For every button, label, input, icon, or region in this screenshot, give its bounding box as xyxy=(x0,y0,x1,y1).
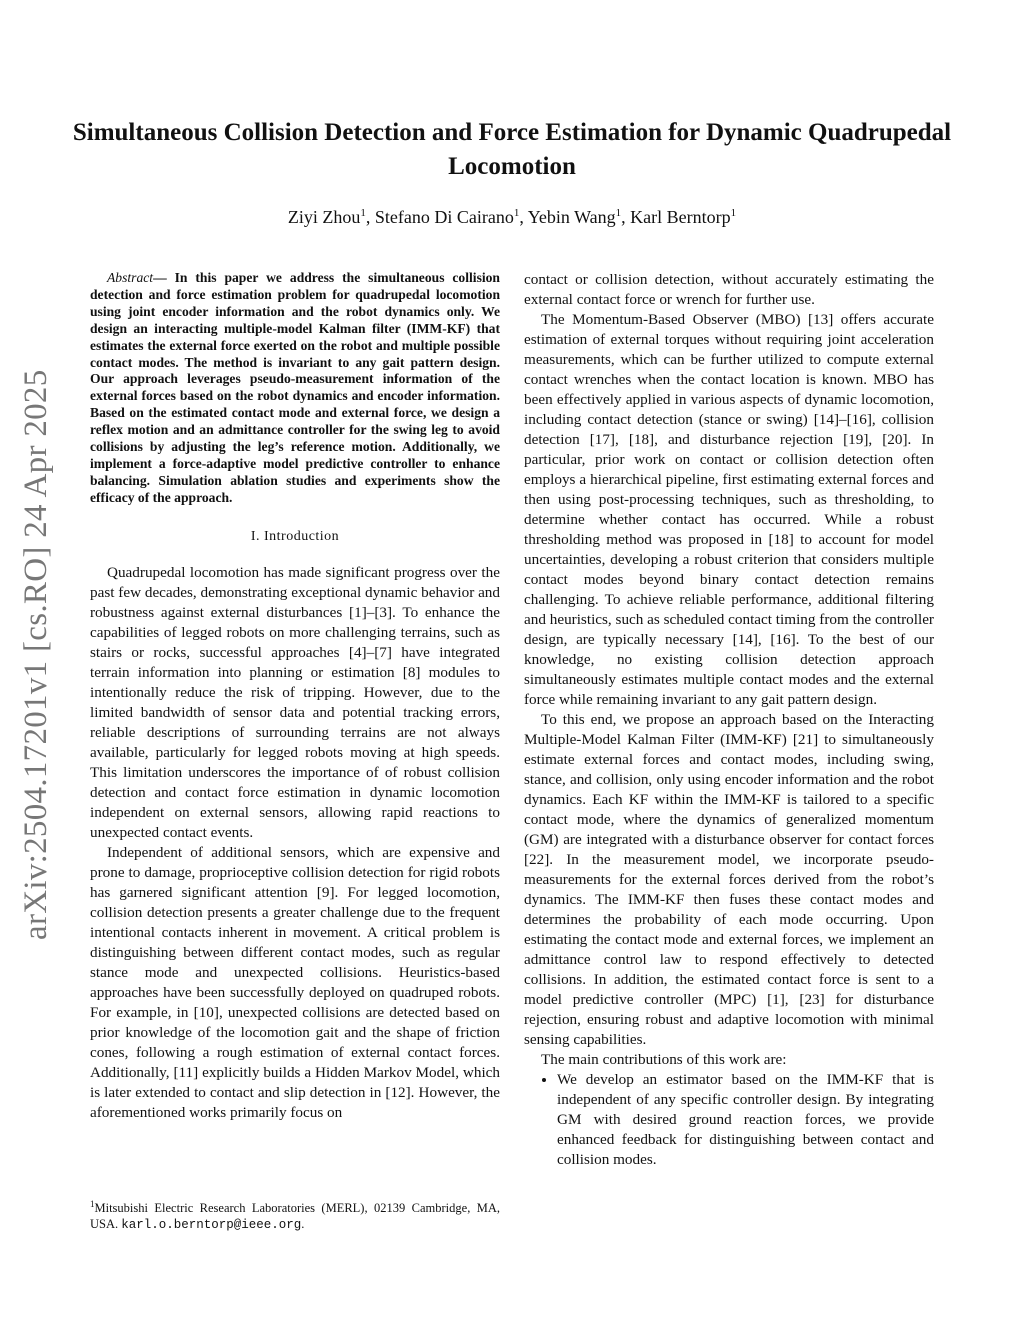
author: Yebin Wang xyxy=(527,207,616,227)
affiliation-footnote xyxy=(90,1196,500,1233)
paper-title: Simultaneous Collision Detection and Force Estimation for Dynamic Quadrupedal Locomotion xyxy=(72,119,952,180)
paragraph: The main contributions of this work are: xyxy=(541,1051,787,1068)
author-email: karl.o.berntorp@ieee.org xyxy=(121,1218,302,1233)
left-column xyxy=(90,270,500,1123)
author-affiliation: 1 xyxy=(513,207,520,219)
section-heading: I. Introduction xyxy=(250,528,340,544)
author-list: Ziyi Zhou$^1$, Stefano Di Cairano$^1$, Yebin Wang$^1$, Karl Berntorp$^1$ xyxy=(287,207,737,227)
paragraph: The Momentum-Based Observer (MBO) [13] offers accurate estimation of external torques without requiring joint acceleration measurements, which can be further utilized to compute external contact wrenches when the contact location is known. MBO has been effectively applied in various aspects of dynamic locomotion, including contact detection (stance or swing) [14]–[16], collision detection [17], [18], and disturbance rejection [19], [20]. In particular, prior work on contact or collision detection often employs a hierarchical pipeline, first estimating external forces and then using post-processing techniques, such as thresholding, to determine whether contact has occurred. While a robust thresholding method was proposed in [18] to account for model uncertainties, developing a robust criterion that considers multiple contact modes beyond binary contact detection remains challenging. To achieve reliable performance, additional filtering and heuristics, such as scheduled contact timing from the controller design, are typically necessary [14], [16]. To the best of our knowledge, no existing collision detection approach simultaneously estimates multiple contact modes and the external force while remaining invariant to any gait pattern design. xyxy=(524,311,934,708)
abstract-text: — In this paper we address the simultaneous collision detection and force estimation problem for quadrupedal locomotion using joint encoder information and the robot dynamics only. We design an interacting multiple-model Kalman filter (IMM-KF) that estimates the external force exerted on the robot and multiple possible contact modes. The method is invariant to any gait pattern design. Our approach leverages pseudo-measurement information of the external forces based on the robot dynamics and encoder information. Based on the estimated contact mode and external force, we design a reflex motion and an admittance controller for the swing leg to avoid collisions by adjusting the leg’s reference motion. Additionally, we implement a force-adaptive model predictive controller to enhance balancing. Simulation ablation studies and experiments show the efficacy of the approach. xyxy=(90,270,500,505)
contribution-list xyxy=(524,1070,934,1170)
author: Karl Berntorp xyxy=(630,207,731,227)
paragraph: Independent of additional sensors, which are expensive and prone to damage, proprioceptive collision detection for rigid robots has garnered significant attention [9]. For legged locomotion, collision detection presents a greater challenge due to the frequent intentional contacts inherent in movement. A critical problem is distinguishing between different contact modes, such as regular stance mode and unexpected collisions. Heuristics-based approaches have been successfully deployed on quadruped robots. For example, in [10], unexpected collisions are detected based on prior knowledge of the locomotion gait and the shape of friction cones, following a rough estimation of external contact forces. Additionally, [11] explicitly builds a Hidden Markov Model, which is later extended to contact and slip detection in [12]. However, the aforementioned works primarily focus on xyxy=(90,843,500,1121)
footnote-end: . xyxy=(301,1217,305,1232)
author-affiliation: 1 xyxy=(615,207,622,219)
contribution-item: • We develop an estimator based on the IMM-KF that is independent of any specific controller design. By integrating GM with desired ground reaction forces, we provide enhanced feedback for distinguishing between contact and collision modes. xyxy=(557,1070,934,1170)
arxiv-stamp: arXiv:2504.17201v1 [cs.RO] 24 Apr 2025 xyxy=(18,369,54,940)
author-affiliation: 1 xyxy=(730,207,737,219)
abstract xyxy=(90,270,500,507)
paragraph: To this end, we propose an approach based on the Interacting Multiple-Model Kalman Filter (IMM-KF) [21] to simultaneously estimate external forces and contact modes, including swing, stance, and collision, only using encoder information and the robot dynamics. Each KF within the IMM-KF is tailored to a specific contact mode, where the dynamics of generalized momentum (GM) are integrated with a disturbance observer for contact forces [22]. In the measurement model, we incorporate pseudo-measurements for the external forces derived from the robot’s dynamics. The IMM-KF then fuses these contact modes and determines the probability of each mode occurring. Upon estimating the contact mode and external forces, we implement an admittance control law to respond effectively to detected collisions. In addition, the estimated contact force is sent to a model predictive controller (MPC) [1], [23] for disturbance rejection, ensuring robust and adaptive locomotion with minimal sensing capabilities. xyxy=(524,711,934,1048)
paragraph: contact or collision detection, without accurately estimating the external contact force or wrench for further use. xyxy=(524,271,934,308)
right-column xyxy=(524,270,934,1170)
footnote-mark: 1 xyxy=(90,1199,95,1209)
abstract-label: Abstract xyxy=(107,270,154,285)
author-affiliation: 1 xyxy=(360,207,366,219)
author: Stefano Di Cairano xyxy=(374,207,514,227)
author: Ziyi Zhou xyxy=(287,207,361,227)
footnote-text: Mitsubishi Electric Research Laboratories (MERL), 02139 Cambridge, MA, USA. xyxy=(90,1201,500,1232)
paragraph: Quadrupedal locomotion has made significant progress over the past few decades, demonstrating exceptional dynamic behavior and robustness against external disturbances [1]–[3]. To enhance the capabilities of legged robots on more challenging terrains, such as stairs or rocks, successful approaches [4]–[7] have integrated terrain information into planning or estimation [8] modules to intentionally reduce the risk of tripping. However, due to the limited bandwidth of sensor data and potential tracking errors, reliable descriptions of surrounding terrains are not always available, particularly for legged robots moving at high speeds. This limitation underscores the importance of of robust collision detection and contact force estimation in dynamic locomotion independent on external sensors, allowing rapid reactions to unexpected contact events. xyxy=(90,563,500,841)
